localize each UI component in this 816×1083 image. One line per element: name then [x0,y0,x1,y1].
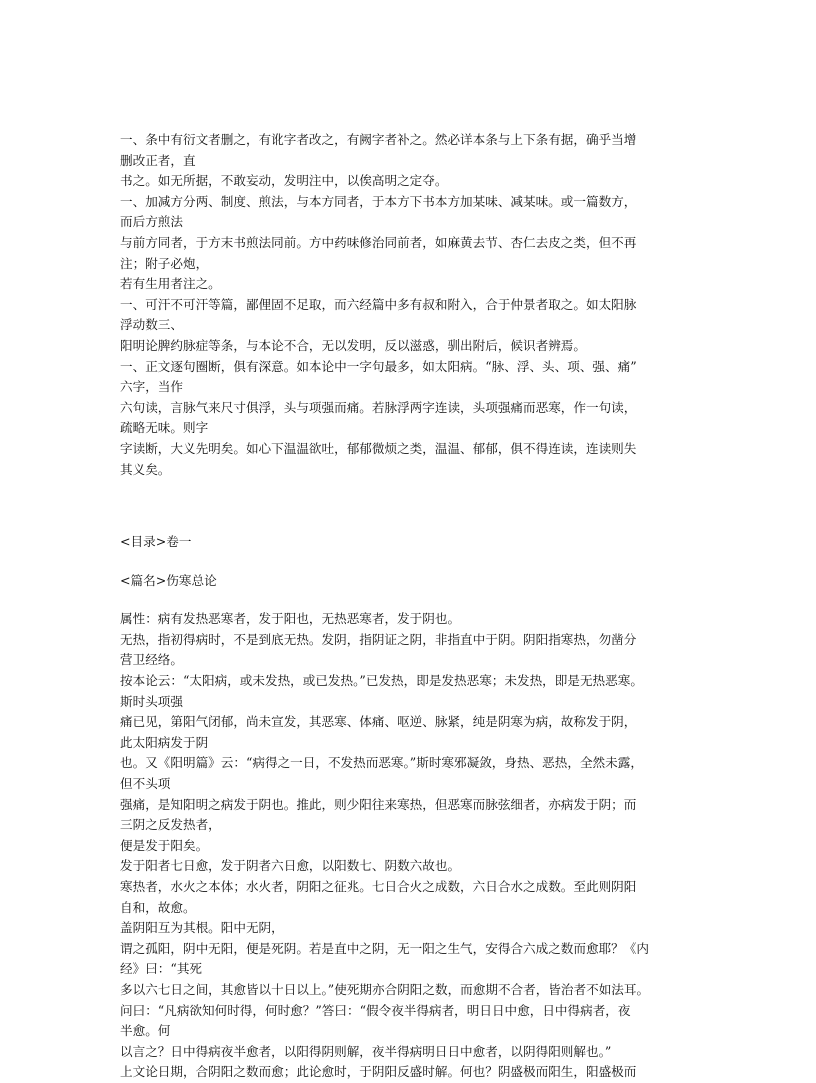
text-line: 一、正文逐句圈断，俱有深意。如本论中一字句最多，如太阳病。“脉、浮、头、项、强、痛” [120,358,637,374]
text-line: 书之。如无所据，不敢妄动，发明注中，以俟高明之定夺。 [120,173,448,189]
text-line: 盖阴阳互为其根。阳中无阴， [120,920,284,936]
text-line: 寒热者，水火之本体；水火者，阴阳之征兆。七日合火之成数，六日合水之成数。至此则阴阳 [120,879,637,894]
chapter-heading: <篇名>伤寒总论 [120,572,217,588]
text-line: 删改正者，直 [120,152,196,168]
text-line: 以言之？日中得病夜半愈者，以阳得阴则解，夜半得病明日日中愈者，以阴得阳则解也。” [120,1043,612,1059]
text-line: 自和，故愈。 [120,899,196,915]
text-line: 疏略无味。则字 [120,420,209,436]
text-line: 强痛，是知阳明之病发于阴也。推此，则少阳往来寒热，但恶寒而脉弦细者，亦病发于阴；而 [120,796,637,812]
text-line: 注；附子必炮， [120,255,209,271]
text-line: 上文论日期，合阴阳之数而愈；此论愈时，于阴阳反盛时解。何也？阴盛极而阳生，阳盛极而 [120,1064,637,1080]
text-line: 六字，当作 [120,379,183,395]
text-line: 问曰：“凡病欲知何时得，何时愈？”答曰：“假令夜半得病者，明日日中愈，日中得病者，夜 [120,1002,631,1018]
section-gap [120,480,698,532]
text-line: 一、可汗不可汗等篇，鄙俚固不足取，而六经篇中多有叔和附入，合于仲景者取之。如太阳脉 [120,296,637,312]
text-line: 浮动数三、 [120,317,183,333]
text-line: 谓之孤阳，阴中无阳，便是死阴。若是直中之阴，无一阳之生气，安得合六成之数而愈耶？《内 [120,940,649,956]
text-line: 多以六七日之间，其愈皆以十日以上。”使死期亦合阴阳之数，而愈期不合者，皆治者不如法耳。 [120,981,650,997]
heading-gap [120,553,698,571]
text-line: 斯时头项强 [120,693,183,709]
text-line: 六句读，言脉气来尺寸俱浮，头与项强而痛。若脉浮两字连读，头项强痛而恶寒，作一句读， [120,399,637,415]
text-line: 经》曰：“其死 [120,961,203,977]
text-line: 营卫经络。 [120,652,183,668]
text-line: 但不头项 [120,776,171,792]
chapter-body [120,609,698,1083]
text-line: 而后方煎法 [120,214,183,230]
text-line: 也。又《阳明篇》云：“病得之一日，不发热而恶寒。”斯时寒邪凝敛，身热、恶热，全然未露， [120,755,643,771]
text-line: 字读断，大义先明矣。如心下温温欲吐，郁郁微烦之类，温温、郁郁，俱不得连读，连读则失 [120,440,637,456]
text-line: 按本论云：“太阳病，或未发热，或已发热。”已发热，即是发热恶寒；未发热，即是无热恶寒。 [120,673,643,689]
text-line: 痛已见，第阳气闭郁，尚未宣发，其恶寒、体痛、呕逆、脉紧，纯是阴寒为病，故称发于阴， [120,714,637,730]
text-line: 若有生用者注之。 [120,276,221,292]
text-line: 阳明论脾约脉症等条，与本论不合，无以发明，反以滋惑，驯出附后，候识者辨焉。 [120,337,586,353]
catalog-heading: <目录>卷一 [120,534,192,550]
text-line: 一、加减方分两、制度、煎法，与本方同者，于本方下书本方加某味、减某味。或一篇数方， [120,193,637,209]
text-line: 一、条中有衍文者删之，有讹字者改之，有阙字者补之。然必详本条与上下条有据，确乎当增 [120,132,637,147]
text-line: 此太阳病发于阴 [120,734,209,750]
text-line: 无热，指初得病时，不是到底无热。发阴，指阴证之阴，非指直中于阴。阴阳指寒热，勿凿分 [120,631,637,647]
text-line: 半愈。何 [120,1023,171,1039]
text-line: 属性：病有发热恶寒者，发于阳也，无热恶寒者，发于阴也。 [120,611,461,627]
text-line: 发于阳者七日愈，发于阴者六日愈，以阳数七、阴数六故也。 [120,858,461,874]
text-line: 与前方同者，于方末书煎法同前。方中药味修治同前者，如麻黄去节、杏仁去皮之类，但不再 [120,234,637,250]
text-line: 便是发于阳矣。 [120,837,209,853]
text-line: 其义矣。 [120,461,171,477]
document-page [120,130,698,1083]
text-line: 三阴之反发热者， [120,817,221,833]
preface-notes [120,130,698,480]
heading-gap [120,591,698,609]
